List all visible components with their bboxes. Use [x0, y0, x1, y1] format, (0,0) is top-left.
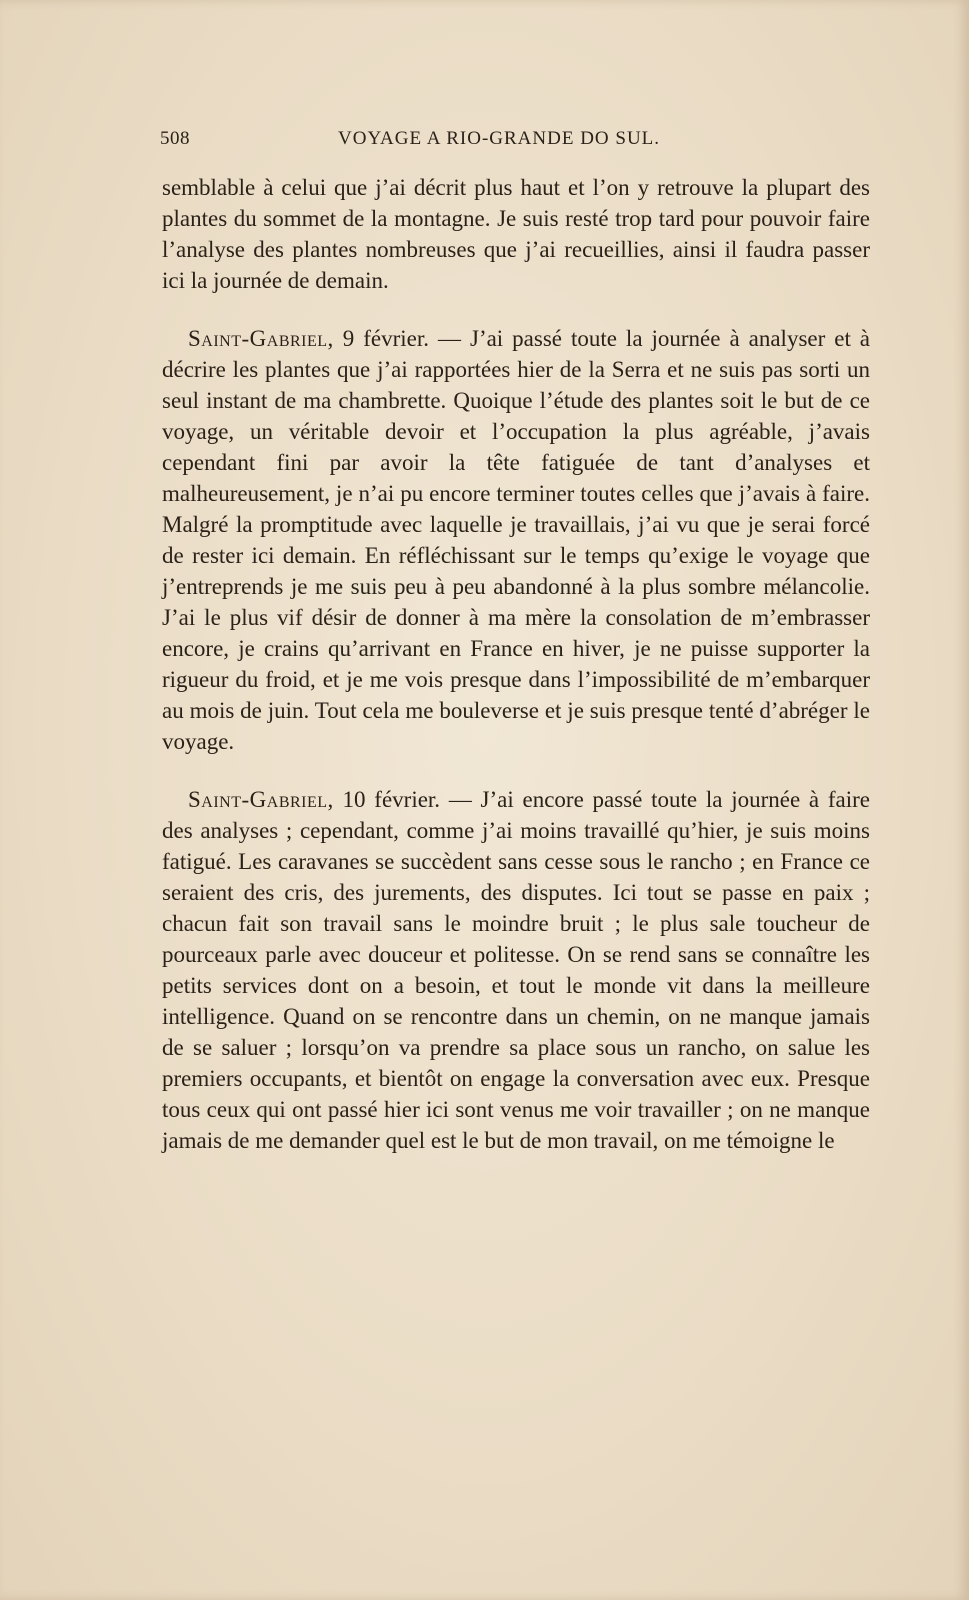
diary-entry-10-fevrier	[162, 784, 870, 1156]
entry-place: Saint-Gabriel,	[188, 787, 334, 812]
entry-date: 10 février.	[342, 787, 441, 812]
body-text	[162, 172, 870, 1156]
entry-text: — J’ai encore passé toute la journée à faire des analyses ; cependant, comme j’ai moins travaillé qu’hier, je suis moins fatigué. Les caravanes se succèdent sans cesse sous le rancho ; en France ce seraient des cris, des jurements, des disputes. Ici tout se passe en paix ; chacun fait son travail sans le moindre bruit ; le plus sale toucheur de pourceaux parle avec douceur et politesse. On se rend sans se connaître les petits services dont on a besoin, et tout le monde vit dans la meilleure intelligence. Quand on se rencontre dans un chemin, on ne manque jamais de se saluer ; lorsqu’on va prendre sa place sous un rancho, on salue les premiers occupants, et bientôt on engage la conversation avec eux. Presque tous ceux qui ont passé hier ici sont venus me voir travailler ; on ne manque jamais de me demander quel est le but de mon travail, on me témoigne le	[162, 787, 871, 1153]
paragraph-text: semblable à celui que j’ai décrit plus haut et l’on y retrouve la plupart des plantes du sommet de la montagne. Je suis resté trop tard pour pouvoir faire l’analyse des plantes nombreuses que j’ai recueillies, ainsi il faudra passer ici la journée de demain.	[162, 175, 870, 293]
entry-date: 9 février.	[342, 326, 430, 351]
entry-place: Saint-Gabriel,	[188, 326, 334, 351]
page-number: 508	[160, 128, 190, 149]
paragraph-continuation	[162, 172, 870, 296]
page-header	[160, 124, 870, 154]
entry-text: — J’ai passé toute la journée à analyser et à décrire les plantes que j’ai rapportées hier de la Serra et ne suis pas sorti un seul instant de ma chambrette. Quoique l’étude des plantes soit le but de ce voyage, un véritable devoir et l’occupation la plus agréable, j’avais cependant fini par avoir la tête fatiguée de tant d’analyses et malheureusement, je n’ai pu encore terminer toutes celles que j’avais à faire. Malgré la promptitude avec laquelle je travaillais, j’ai vu que je serai forcé de rester ici demain. En réfléchissant sur le temps qu’exige le voyage que j’entreprends je me suis peu à peu abandonné à la plus sombre mélancolie. J’ai le plus vif désir de donner à ma mère la consolation de m’embrasser encore, je crains qu’arrivant en France en hiver, je ne puisse supporter la rigueur du froid, et je me vois presque dans l’impossibilité de m’embarquer au mois de juin. Tout cela me bouleverse et je suis presque tenté d’abréger le voyage.	[162, 326, 871, 754]
running-title: VOYAGE A RIO-GRANDE DO SUL.	[338, 128, 661, 149]
diary-entry-9-fevrier	[162, 323, 870, 757]
